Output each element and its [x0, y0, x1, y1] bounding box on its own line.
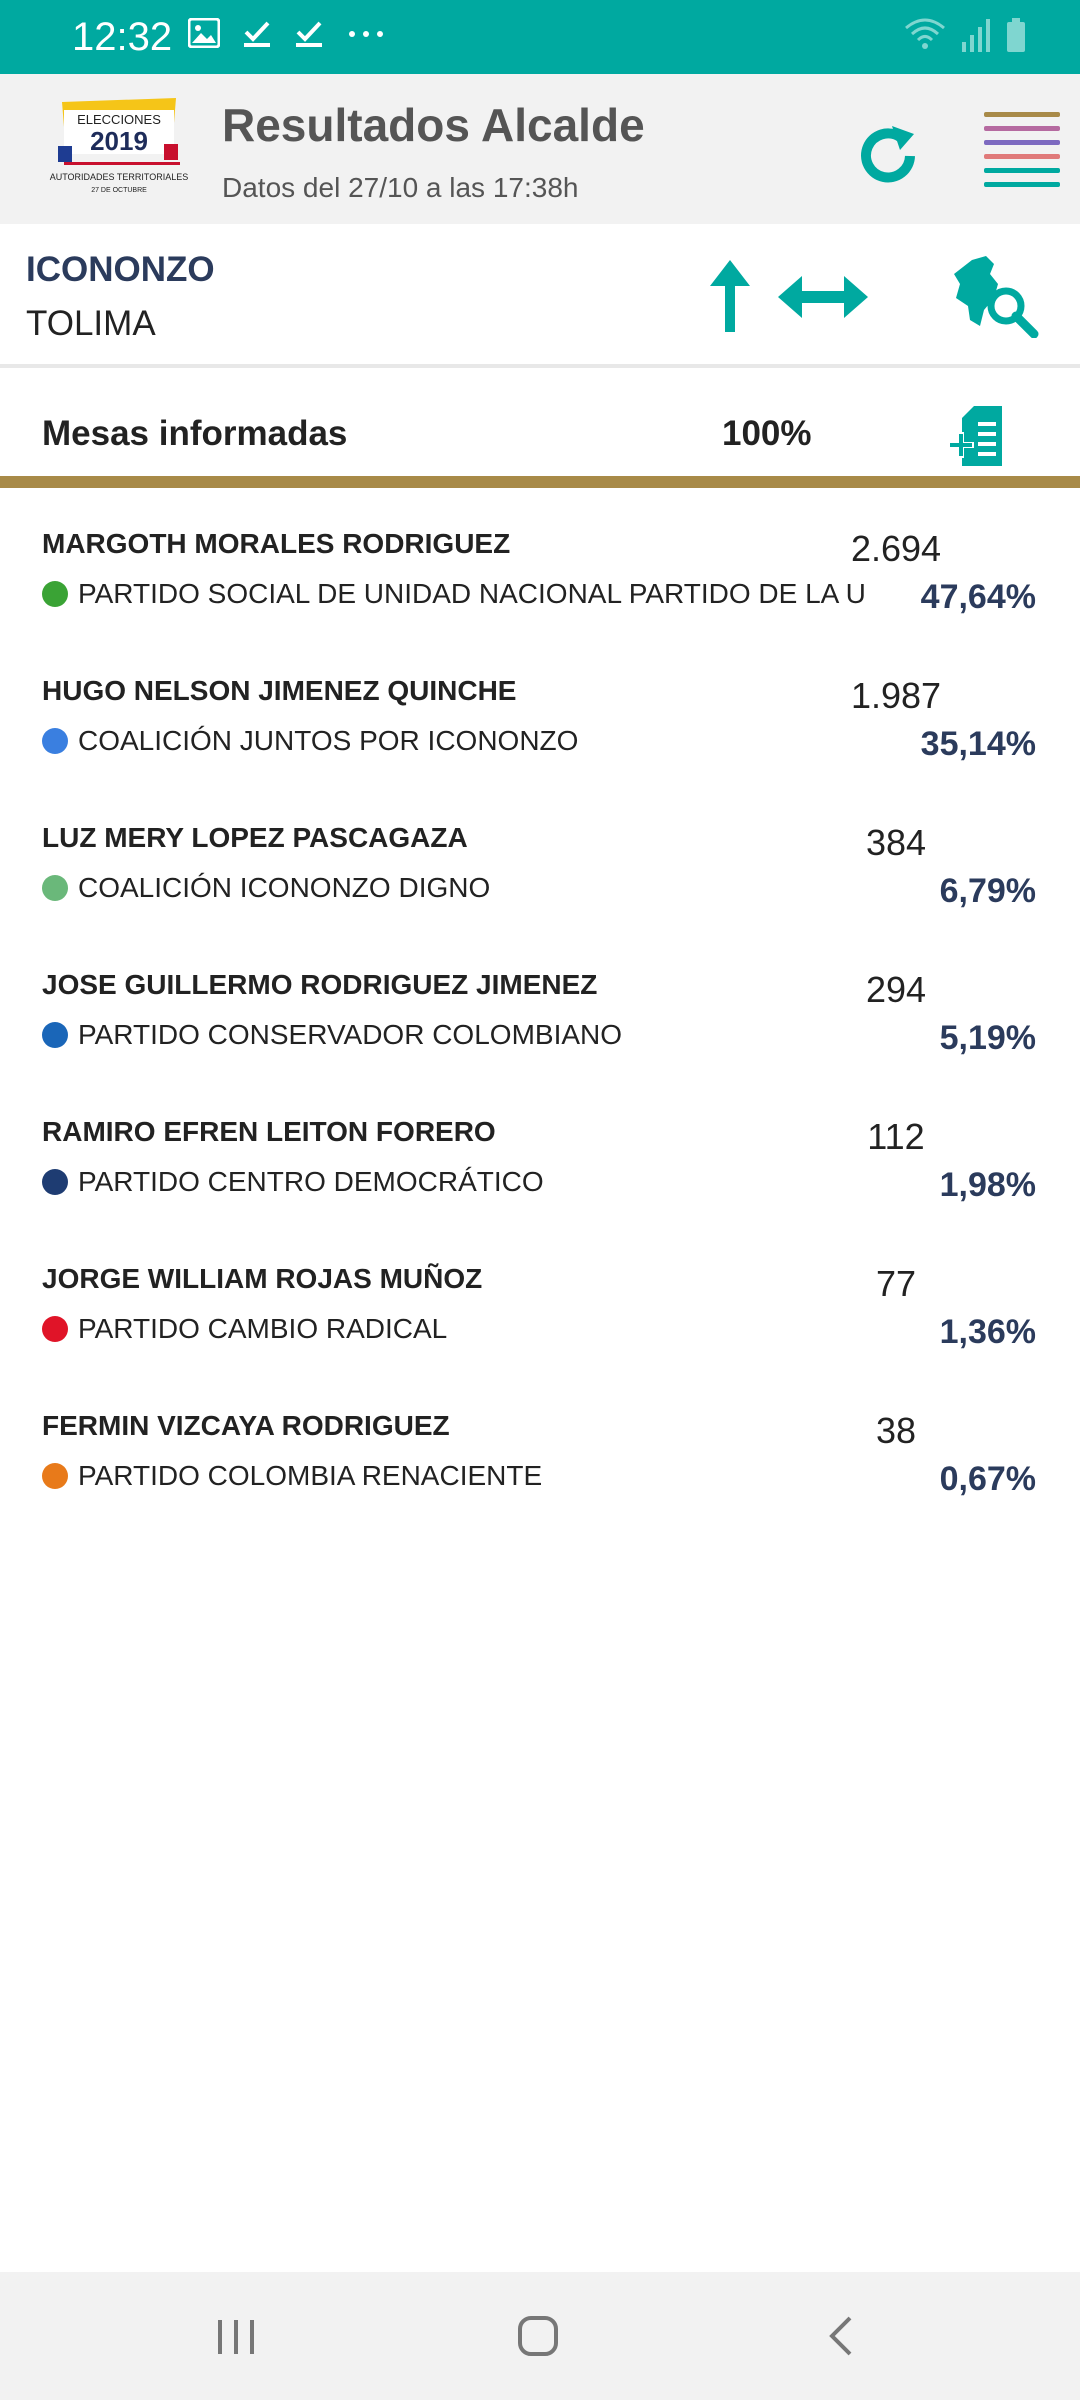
mesas-label: Mesas informadas [42, 414, 348, 453]
more-dots-icon [346, 18, 386, 48]
signal-icon [960, 18, 992, 52]
party-name: PARTIDO SOCIAL DE UNIDAD NACIONAL PARTIDO DE LA U [78, 578, 866, 609]
candidate-party [42, 725, 578, 757]
candidate-row[interactable] [0, 1088, 1080, 1235]
candidate-votes: 112 [867, 1116, 925, 1157]
image-icon [188, 18, 220, 48]
check-icon [294, 18, 324, 48]
department-name: TOLIMA [26, 304, 156, 343]
mesas-informadas-row [0, 372, 1080, 488]
party-color-dot [42, 1316, 68, 1342]
wifi-icon [904, 16, 946, 52]
candidate-percentage: 1,36% [939, 1313, 1036, 1351]
data-timestamp: Datos del 27/10 a las 17:38h [222, 172, 579, 203]
candidate-row[interactable] [0, 1382, 1080, 1529]
app-header [0, 74, 1080, 224]
page-title: Resultados Alcalde [222, 99, 645, 151]
logo-line1: ELECCIONES [77, 112, 161, 127]
candidate-row[interactable] [0, 500, 1080, 647]
candidate-party [42, 578, 866, 610]
mesas-percentage: 100% [722, 414, 812, 453]
status-bar [0, 0, 1080, 74]
candidate-row[interactable] [0, 941, 1080, 1088]
recent-apps-icon[interactable] [206, 2306, 266, 2366]
candidate-votes: 38 [875, 1410, 917, 1451]
candidate-party [42, 1019, 622, 1051]
home-icon[interactable] [508, 2306, 568, 2366]
status-notifications [188, 18, 386, 48]
back-icon[interactable] [812, 2306, 872, 2366]
status-time: 12:32 [72, 15, 173, 59]
party-color-dot [42, 1169, 68, 1195]
candidate-percentage: 6,79% [939, 872, 1036, 910]
party-name: COALICIÓN ICONONZO DIGNO [78, 872, 491, 903]
party-color-dot [42, 1022, 68, 1048]
party-color-dot [42, 1463, 68, 1489]
logo-line4: 27 DE OCTUBRE [91, 187, 147, 194]
candidate-party [42, 1166, 544, 1198]
candidate-percentage: 1,98% [939, 1166, 1036, 1204]
candidate-name: MARGOTH MORALES RODRIGUEZ [42, 528, 511, 559]
arrows-horizontal-icon[interactable] [776, 272, 870, 322]
party-color-dot [42, 728, 68, 754]
candidate-votes: 1.987 [850, 675, 942, 716]
candidate-percentage: 47,64% [920, 578, 1036, 616]
battery-icon [1006, 18, 1026, 52]
candidate-votes: 77 [875, 1263, 917, 1304]
candidate-row[interactable] [0, 1235, 1080, 1382]
candidate-row[interactable] [0, 647, 1080, 794]
party-name: PARTIDO CONSERVADOR COLOMBIANO [78, 1019, 623, 1050]
candidate-name: JORGE WILLIAM ROJAS MUÑOZ [42, 1263, 483, 1294]
candidate-name: JOSE GUILLERMO RODRIGUEZ JIMENEZ [42, 969, 598, 1000]
location-bar [0, 224, 1080, 368]
candidate-name: RAMIRO EFREN LEITON FORERO [42, 1116, 496, 1147]
candidate-name: LUZ MERY LOPEZ PASCAGAZA [42, 822, 468, 853]
candidate-votes: 384 [865, 822, 927, 863]
status-system-icons [904, 16, 1026, 52]
party-color-dot [42, 875, 68, 901]
check-icon [242, 18, 272, 48]
candidate-party [42, 1460, 542, 1492]
candidate-votes: 294 [865, 969, 927, 1010]
logo-year: 2019 [90, 126, 148, 156]
arrow-up-icon[interactable] [702, 258, 758, 334]
municipality-name: ICONONZO [26, 250, 215, 289]
party-name: PARTIDO CENTRO DEMOCRÁTICO [78, 1166, 544, 1197]
party-name: PARTIDO COLOMBIA RENACIENTE [78, 1460, 543, 1491]
system-nav-bar [0, 2272, 1080, 2400]
candidate-row[interactable] [0, 794, 1080, 941]
menu-button[interactable] [984, 112, 1060, 188]
party-color-dot [42, 581, 68, 607]
candidate-percentage: 0,67% [939, 1460, 1036, 1498]
candidate-percentage: 5,19% [939, 1019, 1036, 1057]
logo-line3: AUTORIDADES TERRITORIALES [49, 172, 189, 182]
document-add-icon[interactable] [948, 404, 1012, 468]
elecciones-2019-logo [44, 94, 194, 204]
candidate-list [0, 500, 1080, 1529]
refresh-icon[interactable] [852, 120, 924, 192]
map-search-icon[interactable] [950, 254, 1040, 338]
candidate-votes: 2.694 [850, 528, 942, 569]
candidate-party [42, 872, 490, 904]
party-name: PARTIDO CAMBIO RADICAL [78, 1313, 448, 1344]
candidate-percentage: 35,14% [920, 725, 1036, 763]
candidate-name: HUGO NELSON JIMENEZ QUINCHE [42, 675, 517, 706]
party-name: COALICIÓN JUNTOS POR ICONONZO [78, 725, 579, 756]
candidate-name: FERMIN VIZCAYA RODRIGUEZ [42, 1410, 450, 1441]
candidate-party [42, 1313, 447, 1345]
